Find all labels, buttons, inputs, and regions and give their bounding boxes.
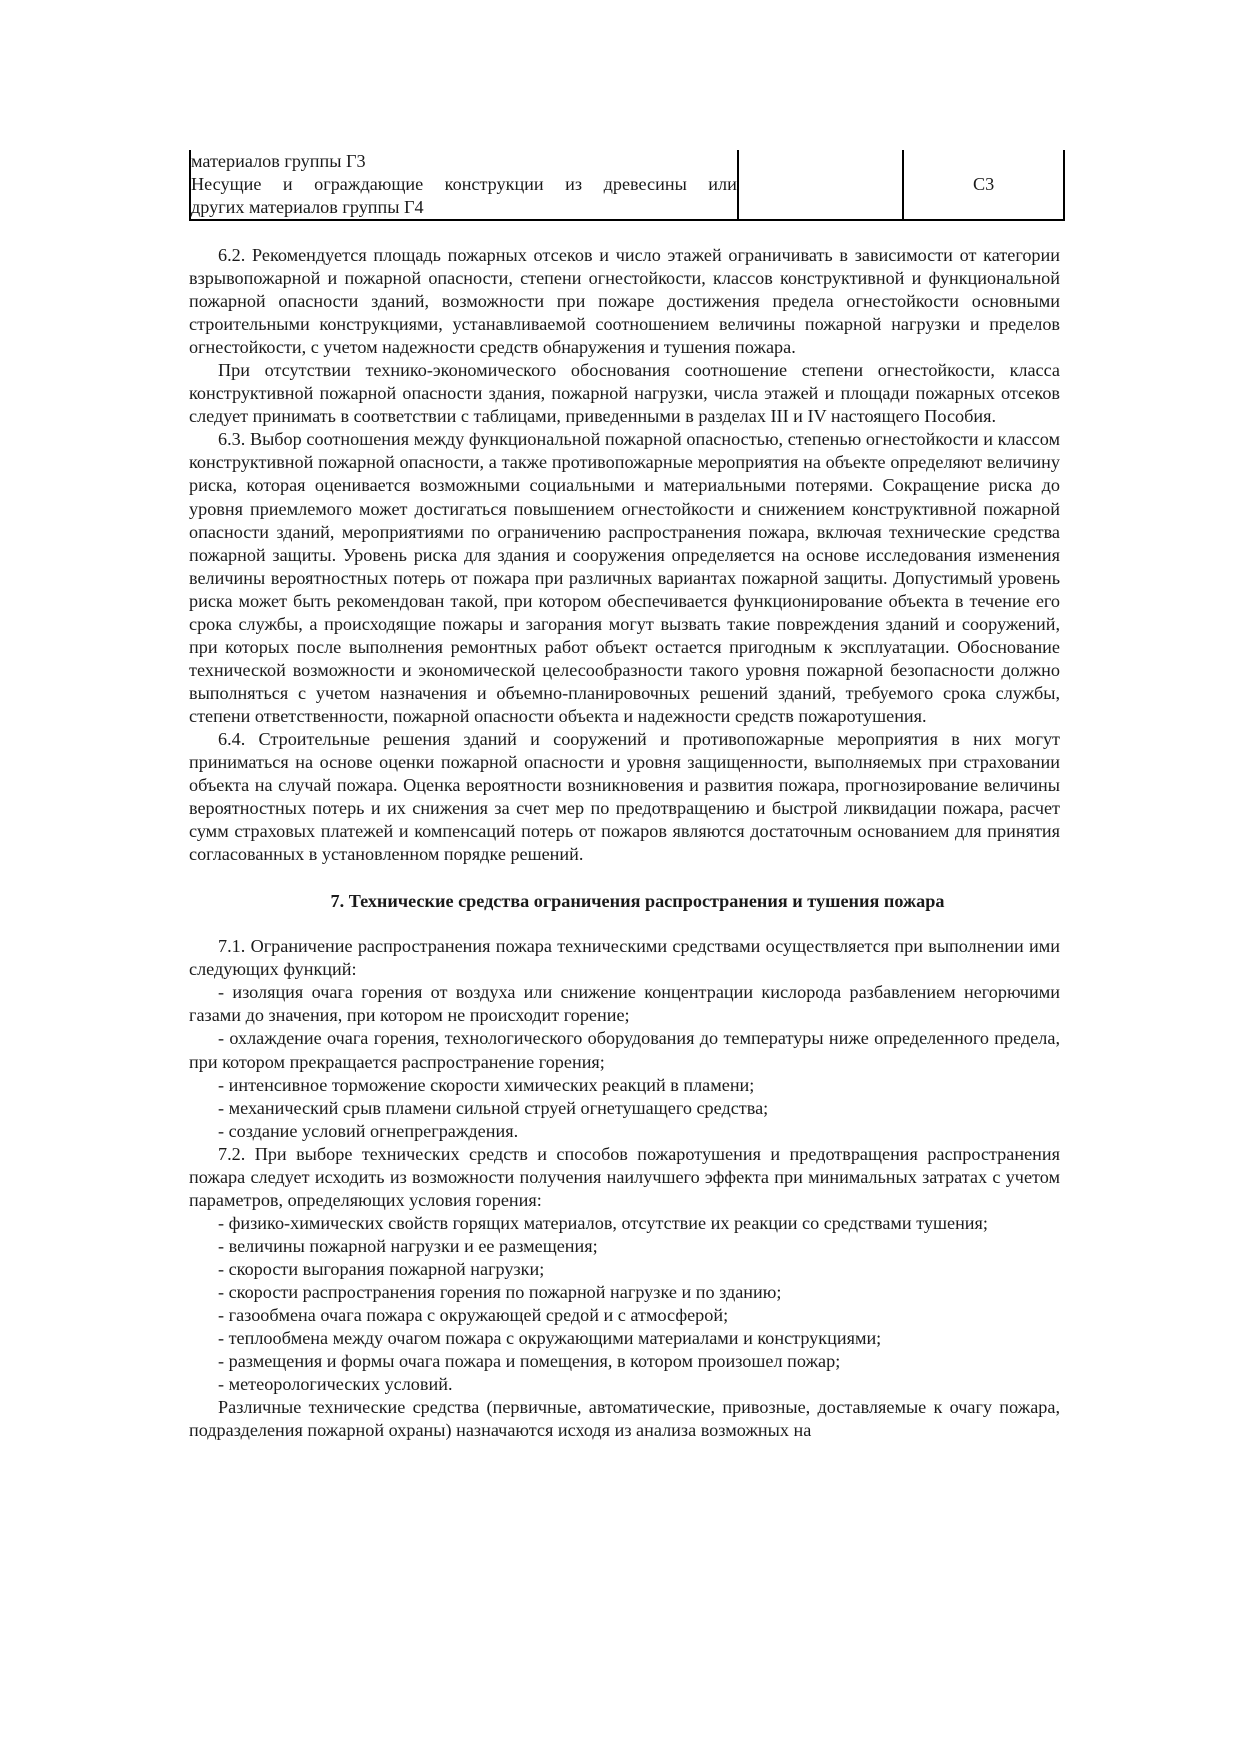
list-item: - размещения и формы очага пожара и помещения, в котором произошел пожар; bbox=[218, 1351, 841, 1372]
list-item: - скорости выгорания пожарной нагрузки; bbox=[218, 1258, 545, 1279]
list-item: - охлаждение очага горения, технологического оборудования до температуры ниже определенного предела, при котором прекращается распространение горения; bbox=[189, 1028, 1060, 1072]
list-item: - физико-химических свойств горящих материалов, отсутствие их реакции со средствами тушения; bbox=[218, 1212, 988, 1233]
document-page bbox=[189, 150, 1060, 1442]
paragraph-7-1: 7.1. Ограничение распространения пожара техническими средствами осуществляется при выполнении ими следующих функций: bbox=[189, 936, 1060, 980]
table-row bbox=[190, 150, 1064, 220]
table-cell-class: С3 bbox=[903, 150, 1064, 220]
paragraph-6-4: 6.4. Строительные решения зданий и сооружений и противопожарные мероприятия в них могут приниматься на основе оценки пожарной опасности и уровня защищенности, выполняемых при страховании объекта на случай пожара. Оценка вероятности возникновения и развития пожара, прогнозирование величины вероятностных потерь и их снижения за счет мер по предотвращению и быстрой ликвидации пожара, расчет сумм страховых платежей и компенсаций потерь от пожаров являются достаточным основанием для принятия согласованных в установленном порядке решений. bbox=[189, 728, 1060, 865]
section-heading: 7. Технические средства ограничения распространения и тушения пожара bbox=[330, 891, 945, 912]
paragraph-6-2-continued: При отсутствии технико-экономического обоснования соотношение степени огнестойкости, класса конструктивной пожарной опасности здания, пожарной нагрузки, числа этажей и площади пожарных отсеков следует принимать в соответствии с таблицами, приведенными в разделах III и IV настоящего Пособия. bbox=[189, 360, 1060, 427]
table-cell-line: Несущие и ограждающие конструкции из древесины или bbox=[191, 174, 737, 194]
paragraph-6-3: 6.3. Выбор соотношения между функциональной пожарной опасностью, степенью огнестойкости и классом конструктивной пожарной опасности, а также противопожарные мероприятия на объекте определяют величину риска, которая оценивается возможными социальными и материальными потерями. Сокращение риска до уровня приемлемого может достигаться повышением огнестойкости и снижением конструктивной пожарной опасности зданий, мероприятиями по ограничению распространения пожара, включая технические средства пожарной защиты. Уровень риска для здания и сооружения определяется на основе исследования изменения величины вероятностных потерь от пожара при различных вариантах пожарной защиты. Допустимый уровень риска может быть рекомендован такой, при котором обеспечивается функционирование объекта в течение его срока службы, а происходящие пожары и загорания могут вызвать такие повреждения зданий и сооружений, при которых после выполнения ремонтных работ объект остается пригодным к эксплуатации. Обоснование технической возможности и экономической целесообразности такого уровня пожарной безопасности должно выполняться с учетом назначения и объемно-планировочных решений зданий, требуемого срока службы, степени ответственности, пожарной опасности объекта и надежности средств пожаротушения. bbox=[189, 429, 1060, 726]
list-item: - газообмена очага пожара с окружающей средой и с атмосферой; bbox=[218, 1305, 729, 1326]
table-cell-line: материалов группы Г3 bbox=[191, 151, 366, 171]
document-body bbox=[189, 244, 1060, 1442]
fragment-table bbox=[189, 150, 1065, 221]
list-item: - теплообмена между очагом пожара с окружающими материалами и конструкциями; bbox=[218, 1328, 882, 1349]
table-cell-description bbox=[190, 150, 738, 220]
paragraph-7-2: 7.2. При выборе технических средств и способов пожаротушения и предотвращения распространения пожара следует исходить из возможности получения наилучшего эффекта при минимальных затратах с учетом параметров, определяющих условия горения: bbox=[189, 1143, 1060, 1210]
list-item: - механический срыв пламени сильной струей огнетушащего средства; bbox=[218, 1097, 769, 1118]
paragraph-6-2: 6.2. Рекомендуется площадь пожарных отсеков и число этажей ограничивать в зависимости от категории взрывопожарной и пожарной опасности, степени огнестойкости, классов конструктивной и функциональной пожарной опасности зданий, возможности при пожаре достижения предела огнестойкости основными строительными конструкциями, устанавливаемой соотношением величины пожарной нагрузки и пределов огнестойкости, с учетом надежности средств обнаружения и тушения пожара. bbox=[189, 245, 1060, 358]
list-item: - величины пожарной нагрузки и ее размещения; bbox=[218, 1235, 598, 1256]
list-item: - создание условий огнепреграждения. bbox=[218, 1120, 519, 1141]
list-item: - метеорологических условий. bbox=[218, 1374, 453, 1395]
table-cell-line: других материалов группы Г4 bbox=[191, 197, 424, 217]
list-item: - изоляция очага горения от воздуха или снижение концентрации кислорода разбавлением негорючими газами до значения, при котором не происходит горение; bbox=[189, 982, 1060, 1026]
paragraph-technical-means: Различные технические средства (первичные, автоматические, привозные, доставляемые к очагу пожара, подразделения пожарной охраны) назначаются исходя из анализа возможных на bbox=[189, 1397, 1060, 1441]
table-cell-empty bbox=[738, 150, 903, 220]
list-item: - интенсивное торможение скорости химических реакций в пламени; bbox=[218, 1074, 755, 1095]
list-item: - скорости распространения горения по пожарной нагрузке и по зданию; bbox=[218, 1281, 782, 1302]
